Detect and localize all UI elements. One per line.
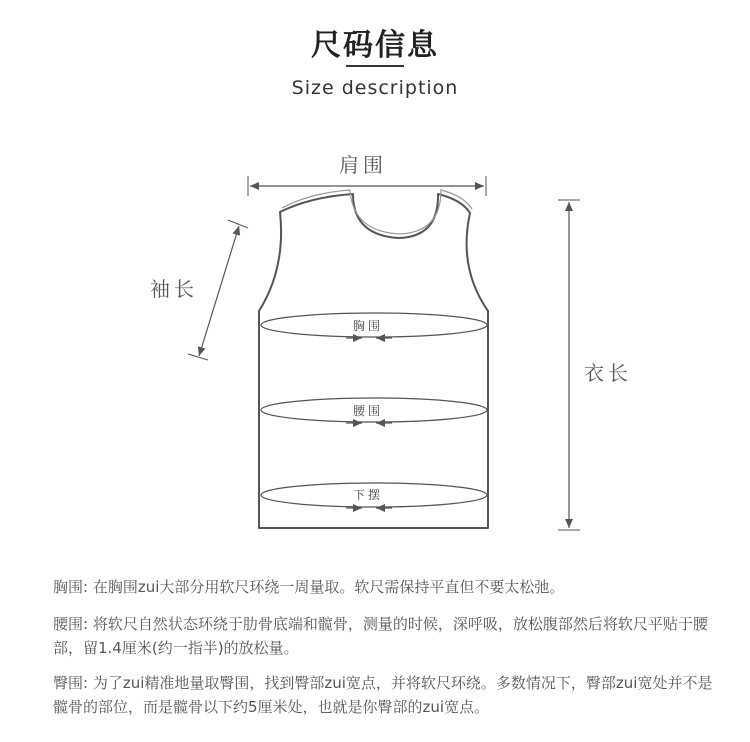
- shoulder-width-label: 肩围: [339, 153, 387, 177]
- waist-description: 腰围: 将软尺自然状态环绕于肋骨底端和髋骨，测量的时候，深呼吸，放松腹部然后将软尺平贴于腰部，留1.4厘米(约一指半)的放松量。: [53, 615, 708, 657]
- chest-description: 胸围: 在胸围zui大部分用软尺环绕一周量取。软尺需保持平直但不要太松弛。: [53, 578, 565, 596]
- chest-label: 胸围: [353, 319, 384, 333]
- page-title: 尺码信息: [311, 28, 439, 63]
- hip-description: 臀围: 为了zui精准地量取臀围，找到臀部zui宽点，并将软尺环绕。多数情况下，臀部zui宽处并不是髋骨的部位，而是髋骨以下约5厘米处，也就是你臀部的zui宽点。: [53, 674, 713, 716]
- sleeve-length-label: 袖长: [150, 277, 198, 301]
- hem-label: 下摆: [353, 488, 384, 502]
- body-length-label: 衣长: [584, 361, 632, 385]
- tank-top-outline: [259, 190, 488, 528]
- page-subtitle: Size description: [291, 77, 459, 99]
- waist-label: 腰围: [353, 404, 384, 418]
- body-length-dimension: [558, 200, 580, 530]
